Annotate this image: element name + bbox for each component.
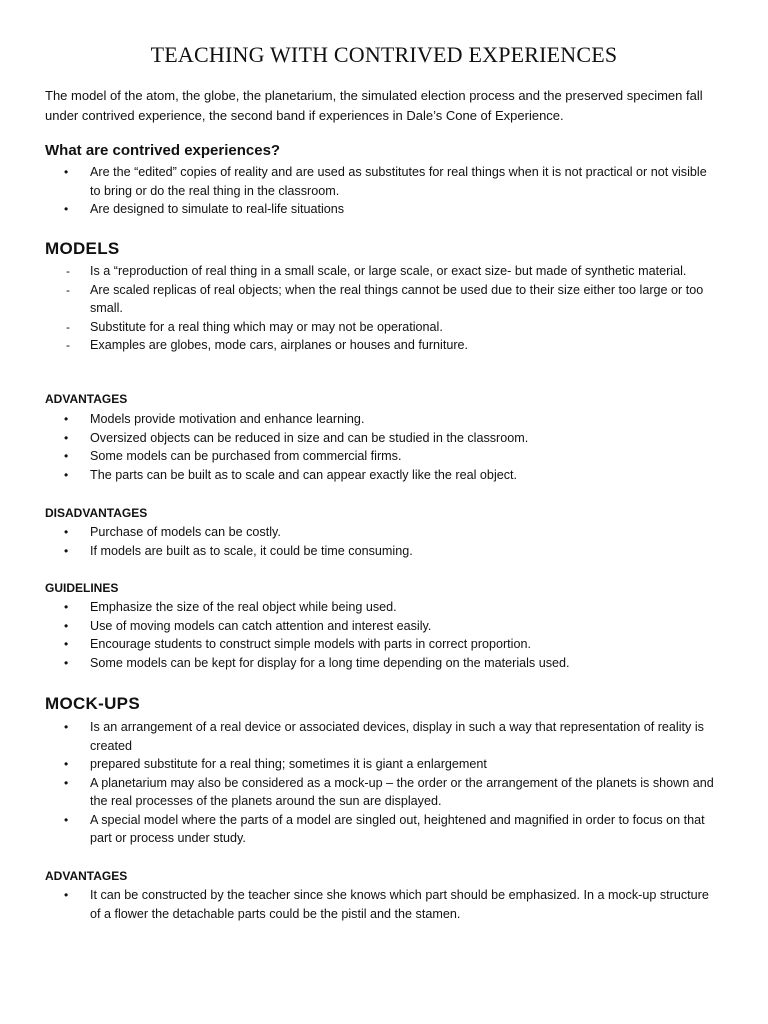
list-item: • Are designed to simulate to real-life situations bbox=[0, 200, 768, 219]
bullet-icon: • bbox=[64, 449, 69, 463]
models-advantages-list bbox=[0, 410, 768, 484]
list-item: • Emphasize the size of the real object while being used. bbox=[0, 598, 768, 617]
bullet-icon: • bbox=[64, 202, 69, 216]
list-item: • Oversized objects can be reduced in size and can be studied in the classroom. bbox=[0, 429, 768, 448]
question-heading: What are contrived experiences? bbox=[45, 142, 281, 159]
dash-icon: - bbox=[66, 282, 70, 297]
dash-icon: - bbox=[66, 319, 70, 334]
bullet-icon: • bbox=[64, 720, 69, 734]
models-disadvantages-heading: DISADVANTAGES bbox=[45, 506, 148, 520]
list-item: • Some models can be kept for display for a long time depending on the materials used. bbox=[0, 654, 768, 673]
mockups-list bbox=[0, 718, 768, 848]
bullet-icon: • bbox=[64, 637, 69, 651]
list-item: • It can be constructed by the teacher since she knows which part should be emphasized. In a mock-up structure of a flower the detachable parts could be the pistil and the stamen. bbox=[64, 888, 709, 921]
list-item: - Is a “reproduction of real thing in a small scale, or large scale, or exact size- but made of synthetic material. bbox=[0, 262, 768, 281]
bullet-icon: • bbox=[64, 412, 69, 426]
bullet-icon: • bbox=[64, 618, 69, 633]
bullet-icon: • bbox=[64, 775, 69, 790]
bullet-icon: • bbox=[64, 467, 69, 482]
list-item: • Models provide motivation and enhance learning. bbox=[0, 410, 768, 429]
list-item: • prepared substitute for a real thing; sometimes it is giant a enlargement bbox=[0, 755, 768, 774]
list-item: - Substitute for a real thing which may or may not be operational. bbox=[0, 318, 768, 337]
list-item: • Encourage students to construct simple models with parts in correct proportion. bbox=[0, 635, 768, 654]
bullet-icon: • bbox=[64, 543, 69, 558]
models-list bbox=[0, 262, 768, 355]
models-guidelines-list bbox=[0, 598, 768, 672]
bullet-icon: • bbox=[64, 655, 69, 670]
list-item: • Are the “edited” copies of reality and are used as substitutes for real things when it is not practical or not visible to bring or do the real thing in the classroom. bbox=[64, 165, 707, 198]
question-list bbox=[0, 163, 768, 219]
list-item: • Purchase of models can be costly. bbox=[0, 523, 768, 542]
bullet-icon: • bbox=[64, 165, 69, 179]
dash-icon: - bbox=[66, 338, 70, 352]
mockups-advantages-heading: ADVANTAGES bbox=[45, 869, 128, 883]
bullet-icon: • bbox=[64, 757, 69, 771]
list-item: • Is an arrangement of a real device or associated devices, display in such a way that representation of reality is created bbox=[64, 720, 704, 753]
bullet-icon: • bbox=[64, 600, 69, 614]
list-item: • Use of moving models can catch attention and interest easily. bbox=[0, 617, 768, 636]
models-guidelines-heading: GUIDELINES bbox=[45, 581, 119, 595]
bullet-icon: • bbox=[64, 888, 69, 902]
models-advantages-heading: ADVANTAGES bbox=[45, 392, 128, 406]
list-item: • A special model where the parts of a model are singled out, heightened and magnified in order to focus on that part or process under study. bbox=[64, 812, 705, 845]
bullet-icon: • bbox=[64, 430, 69, 445]
bullet-icon: • bbox=[64, 525, 69, 539]
list-item: • If models are built as to scale, it could be time consuming. bbox=[0, 542, 768, 561]
list-item: • The parts can be built as to scale and can appear exactly like the real object. bbox=[0, 466, 768, 485]
list-item: • Some models can be purchased from commercial firms. bbox=[0, 447, 768, 466]
models-disadvantages-list bbox=[0, 523, 768, 560]
intro-paragraph: The model of the atom, the globe, the planetarium, the simulated election process and the preserved specimen fall under contrived experience, the second band if experiences in Dale’s Cone of Experience. bbox=[45, 88, 703, 123]
list-item: - Are scaled replicas of real objects; when the real things cannot be used due to their size either too large or too small. bbox=[66, 282, 704, 315]
page-title: TEACHING WITH CONTRIVED EXPERIENCES bbox=[150, 42, 618, 67]
mockups-heading: MOCK-UPS bbox=[45, 694, 140, 713]
bullet-icon: • bbox=[64, 812, 69, 827]
list-item: • A planetarium may also be considered as a mock-up – the order or the arrangement of the planets is shown and the real processes of the planets around the sun are displayed. bbox=[64, 775, 714, 808]
mockups-advantages-list bbox=[0, 886, 768, 923]
list-item: - Examples are globes, mode cars, airplanes or houses and furniture. bbox=[0, 336, 768, 355]
dash-icon: - bbox=[66, 264, 70, 278]
models-heading: MODELS bbox=[45, 239, 120, 258]
